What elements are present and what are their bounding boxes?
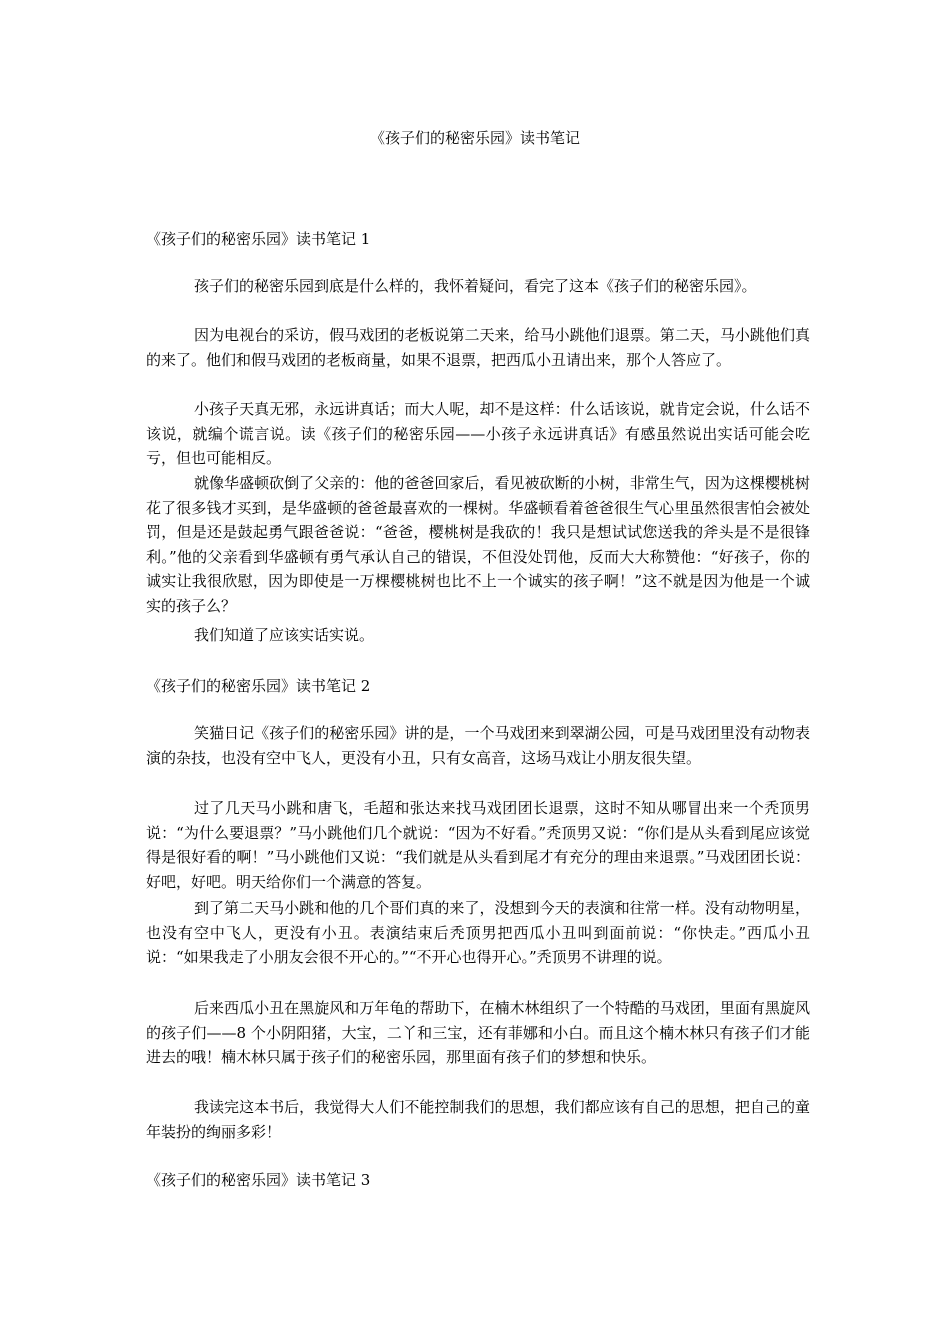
section-2-paragraph-5: 我读完这本书后，我觉得大人们不能控制我们的思想，我们都应该有自己的思想，把自己的童年装扮的绚丽多彩！ — [146, 1098, 810, 1141]
section-2-paragraph-2: 过了几天马小跳和唐飞，毛超和张达来找马戏团团长退票，这时不知从哪冒出来一个秃顶男说：“为什么要退票？”马小跳他们几个就说：“因为不好看。”秃顶男又说：“你们是从头看到尾应该觉得是很好看的啊！”马小跳他们又说：“我们就是从头看到尾才有充分的理由来退票。”马戏团团长说：好吧，好吧。明天给你们一个满意的答复。 — [146, 799, 810, 891]
section-1-paragraph-1: 孩子们的秘密乐园到底是什么样的，我怀着疑问，看完了这本《孩子们的秘密乐园》。 — [194, 277, 757, 295]
section-2-paragraph-4: 后来西瓜小丑在黑旋风和万年龟的帮助下，在楠木林组织了一个特酷的马戏团，里面有黑旋风的孩子们——8 个小阴阳猪，大宝，二丫和三宝，还有菲娜和小白。而且这个楠木林只有孩子们才能进去的哦！楠木林只属于孩子们的秘密乐园，那里面有孩子们的梦想和快乐。 — [146, 999, 810, 1066]
section-1-paragraph-3: 小孩子天真无邪，永远讲真话；而大人呢，却不是这样：什么话该说，就肯定会说，什么话不该说，就编个谎言说。读《孩子们的秘密乐园——小孩子永远讲真话》有感虽然说出实话可能会吃亏，但也可能相反。 — [146, 400, 810, 467]
section-1-paragraph-4: 就像华盛顿砍倒了父亲的：他的爸爸回家后，看见被砍断的小树，非常生气，因为这棵樱桃树花了很多钱才买到，是华盛顿的爸爸最喜欢的一棵树。华盛顿看着爸爸很生气心里虽然很害怕会被处罚，但是还是鼓起勇气跟爸爸说：“爸爸，樱桃树是我砍的！我只是想试试您送我的斧头是不是很锋利。”他的父亲看到华盛顿有勇气承认自己的错误，不但没处罚他，反而大大称赞他：“好孩子，你的诚实让我很欣慰，因为即使是一万棵樱桃树也比不上一个诚实的孩子啊！”这不就是因为他是一个诚实的孩子么？ — [146, 474, 810, 615]
document-title: 《孩子们的秘密乐园》读书笔记 — [369, 129, 580, 147]
section-1-paragraph-2: 因为电视台的采访，假马戏团的老板说第二天来，给马小跳他们退票。第二天，马小跳他们真的来了。他们和假马戏团的老板商量，如果不退票，把西瓜小丑请出来，那个人答应了。 — [146, 326, 810, 369]
section-heading-3: 《孩子们的秘密乐园》读书笔记 3 — [146, 1171, 371, 1189]
section-heading-1: 《孩子们的秘密乐园》读书笔记 1 — [146, 230, 371, 248]
section-2-paragraph-3: 到了第二天马小跳和他的几个哥们真的来了，没想到今天的表演和往常一样。没有动物明星，也没有空中飞人，更没有小丑。表演结束后秃顶男把西瓜小丑叫到面前说：“你快走。”西瓜小丑说：“如果我走了小朋友会很不开心的。”“不开心也得开心。”秃顶男不讲理的说。 — [146, 899, 810, 966]
section-2-paragraph-1: 笑猫日记《孩子们的秘密乐园》讲的是，一个马戏团来到翠湖公园，可是马戏团里没有动物表演的杂技，也没有空中飞人，更没有小丑，只有女高音，这场马戏让小朋友很失望。 — [146, 724, 810, 767]
section-1-paragraph-5: 我们知道了应该实话实说。 — [194, 626, 375, 644]
section-heading-2: 《孩子们的秘密乐园》读书笔记 2 — [146, 677, 371, 695]
